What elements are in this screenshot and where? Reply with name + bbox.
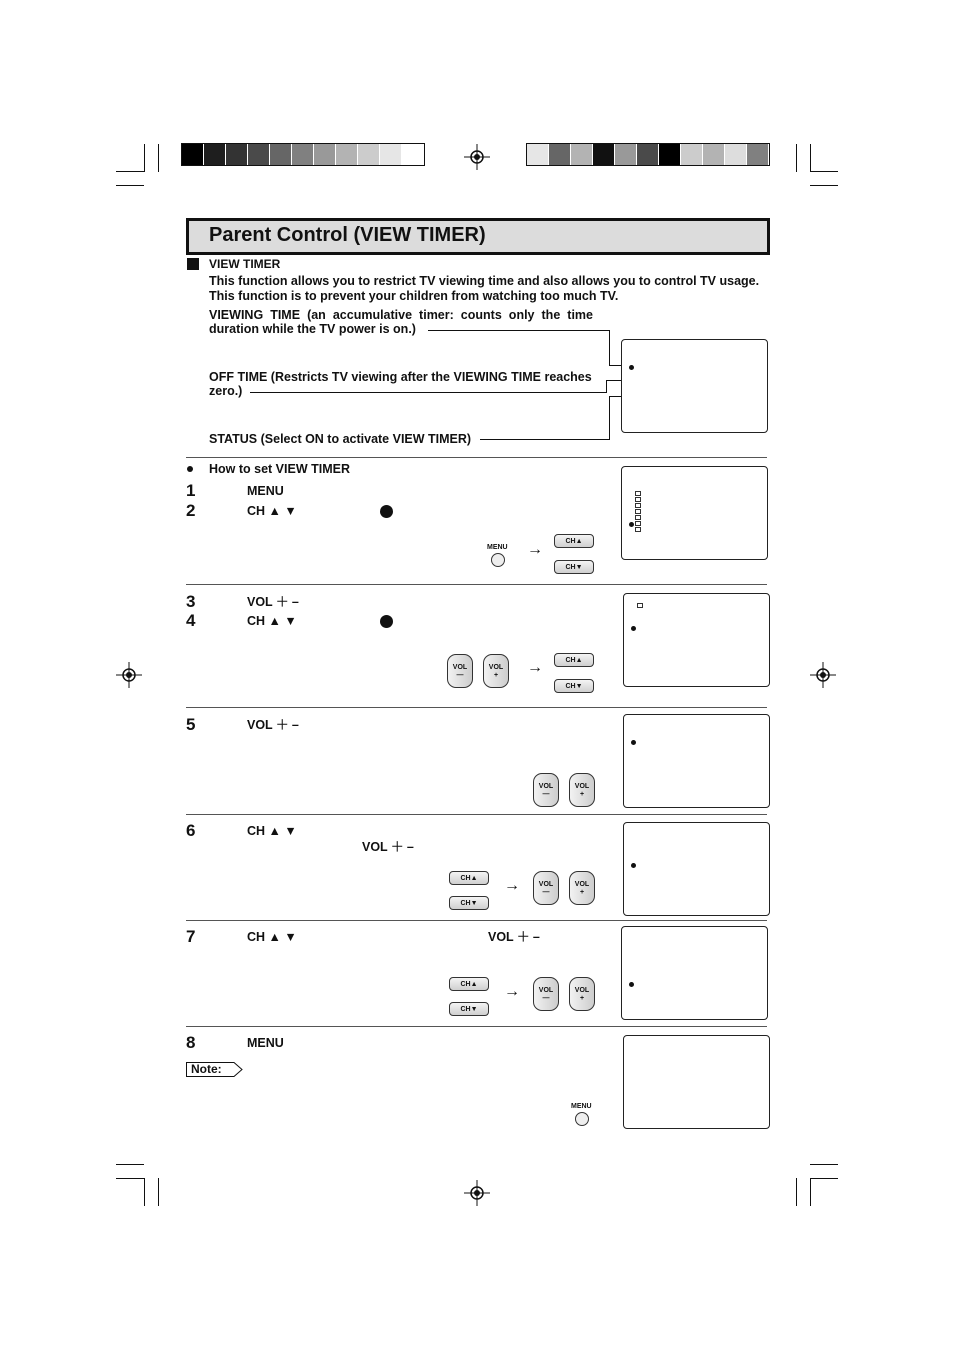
- crop-mark: [158, 1178, 159, 1206]
- calibration-swatch: [380, 144, 402, 165]
- ch-up-button[interactable]: CH▲: [554, 653, 594, 667]
- menu-item-icon: [635, 497, 641, 502]
- menu-item-icon: [637, 603, 643, 608]
- vol-minus-button[interactable]: VOL —: [533, 773, 559, 807]
- step-label: CH ▲ ▼: [247, 930, 297, 944]
- divider: [186, 584, 767, 585]
- leader-line: [250, 392, 607, 393]
- divider: [186, 1026, 767, 1027]
- crop-mark: [810, 185, 838, 186]
- calibration-swatch: [226, 144, 248, 165]
- calibration-swatch: [182, 144, 204, 165]
- howto-heading: How to set VIEW TIMER: [209, 462, 350, 476]
- menu-item-icon: [635, 515, 641, 520]
- step-number: 2: [186, 501, 196, 520]
- menu-item-icon: [635, 509, 641, 514]
- crop-mark: [144, 144, 145, 172]
- step-number: 4: [186, 611, 196, 630]
- ch-down-button[interactable]: CH▼: [554, 679, 594, 693]
- menu-item-icon: [635, 521, 641, 526]
- tv-screen-step-2: [621, 466, 768, 560]
- status-label: STATUS (Select ON to activate VIEW TIMER): [209, 432, 472, 446]
- cursor-dot-icon: [631, 740, 636, 745]
- divider: [186, 707, 767, 708]
- selector-dot-icon: [380, 615, 393, 628]
- menu-item-icon: [635, 503, 641, 508]
- calibration-swatch: [336, 144, 358, 165]
- crop-mark: [810, 1178, 811, 1206]
- step-label: MENU: [247, 484, 284, 498]
- leader-line: [428, 330, 610, 331]
- tv-screen-step-4: [623, 593, 770, 687]
- crop-mark: [116, 185, 144, 186]
- calibration-swatch: [270, 144, 292, 165]
- page-title-box: [186, 218, 770, 255]
- leader-line: [480, 439, 610, 440]
- crop-mark: [158, 144, 159, 172]
- step-number: 3: [186, 592, 196, 611]
- cursor-dot-icon: [629, 982, 634, 987]
- menu-button-label: MENU: [487, 544, 508, 551]
- vol-plus-button[interactable]: VOL +: [483, 654, 509, 688]
- crop-mark: [810, 171, 838, 172]
- divider: [186, 920, 767, 921]
- calibration-swatch: [204, 144, 226, 165]
- menu-icon-column: [635, 491, 641, 532]
- step-label-secondary: VOL ＋ –: [362, 840, 414, 854]
- leader-line: [606, 380, 607, 393]
- crop-mark: [796, 1178, 797, 1206]
- leader-line: [609, 396, 610, 440]
- menu-item-icon: [635, 491, 641, 496]
- vol-minus-button[interactable]: VOL —: [533, 977, 559, 1011]
- vol-plus-button[interactable]: VOL +: [569, 871, 595, 905]
- calibration-bar-left: [181, 143, 425, 166]
- calibration-swatch: [593, 144, 615, 165]
- menu-button-label: MENU: [571, 1103, 592, 1110]
- ch-down-button[interactable]: CH▼: [554, 560, 594, 574]
- tv-screen-step-7: [621, 926, 768, 1020]
- crop-mark: [810, 1178, 838, 1179]
- arrow-icon: →: [527, 541, 543, 558]
- crop-mark: [810, 144, 811, 172]
- arrow-icon: →: [504, 877, 520, 894]
- registration-mark-icon: [464, 1180, 490, 1206]
- arrow-icon: →: [527, 659, 543, 676]
- step-label: CH ▲ ▼: [247, 614, 297, 628]
- ch-down-button[interactable]: CH▼: [449, 1002, 489, 1016]
- leader-line: [609, 330, 610, 365]
- calibration-swatch: [747, 144, 769, 165]
- bullet-icon: [187, 466, 193, 472]
- calibration-swatch: [681, 144, 703, 165]
- menu-button[interactable]: [575, 1112, 589, 1126]
- step-number: 5: [186, 715, 196, 734]
- tv-screen-preview: [621, 339, 768, 433]
- calibration-swatch: [549, 144, 571, 165]
- tv-screen-step-5: [623, 714, 770, 808]
- viewing-time-label-2: duration while the TV power is on.): [209, 322, 416, 336]
- ch-up-button[interactable]: CH▲: [449, 871, 489, 885]
- registration-mark-icon: [116, 662, 142, 688]
- crop-mark: [116, 1164, 144, 1165]
- cursor-dot-icon: [629, 365, 634, 370]
- step-label: CH ▲ ▼: [247, 824, 297, 838]
- note-label: Note:: [191, 1062, 222, 1076]
- calibration-swatch: [292, 144, 314, 165]
- vol-minus-button[interactable]: VOL —: [447, 654, 473, 688]
- off-time-label-1: OFF TIME (Restricts TV viewing after the VIEWING TIME reaches: [209, 370, 592, 384]
- registration-mark-icon: [464, 144, 490, 170]
- calibration-swatch: [637, 144, 659, 165]
- crop-mark: [144, 1178, 145, 1206]
- calibration-swatch: [725, 144, 747, 165]
- ch-up-button[interactable]: CH▲: [554, 534, 594, 548]
- intro-line-2: This function is to prevent your children from watching too much TV.: [209, 289, 619, 303]
- step-number: 6: [186, 821, 196, 840]
- calibration-swatch: [615, 144, 637, 165]
- calibration-swatch: [248, 144, 270, 165]
- step-label: VOL ＋ –: [247, 595, 299, 609]
- calibration-swatch: [402, 144, 424, 165]
- cursor-dot-icon: [629, 522, 634, 527]
- cursor-dot-icon: [631, 626, 636, 631]
- step-label: MENU: [247, 1036, 284, 1050]
- viewing-time-label-1: VIEWING TIME (an accumulative timer: counts only the time: [209, 308, 593, 322]
- menu-button[interactable]: [491, 553, 505, 567]
- tv-screen-step-6: [623, 822, 770, 916]
- step-label-secondary: VOL ＋ –: [488, 930, 540, 944]
- menu-item-icon: [635, 527, 641, 532]
- calibration-swatch: [358, 144, 380, 165]
- divider: [186, 457, 767, 458]
- crop-mark: [116, 1178, 144, 1179]
- section-marker-icon: [187, 258, 199, 270]
- intro-heading: VIEW TIMER: [209, 257, 281, 271]
- calibration-swatch: [703, 144, 725, 165]
- intro-line-1: This function allows you to restrict TV viewing time and also allows you to control TV usage.: [209, 274, 760, 288]
- crop-mark: [796, 144, 797, 172]
- arrow-icon: →: [504, 983, 520, 1000]
- cursor-dot-icon: [631, 863, 636, 868]
- ch-down-button[interactable]: CH▼: [449, 896, 489, 910]
- crop-mark: [810, 1164, 838, 1165]
- vol-minus-button[interactable]: VOL —: [533, 871, 559, 905]
- step-label: CH ▲ ▼: [247, 504, 297, 518]
- calibration-swatch: [527, 144, 549, 165]
- divider: [186, 814, 767, 815]
- step-number: 7: [186, 927, 196, 946]
- vol-plus-button[interactable]: VOL +: [569, 977, 595, 1011]
- step-label: VOL ＋ –: [247, 718, 299, 732]
- vol-plus-button[interactable]: VOL +: [569, 773, 595, 807]
- tv-screen-step-8: [623, 1035, 770, 1129]
- selector-dot-icon: [380, 505, 393, 518]
- step-number: 1: [186, 481, 196, 500]
- off-time-label-2: zero.): [209, 384, 243, 398]
- ch-up-button[interactable]: CH▲: [449, 977, 489, 991]
- calibration-swatch: [314, 144, 336, 165]
- calibration-bar-right: [526, 143, 770, 166]
- calibration-swatch: [659, 144, 681, 165]
- page-title: Parent Control (VIEW TIMER): [209, 224, 486, 246]
- crop-mark: [116, 171, 144, 172]
- registration-mark-icon: [810, 662, 836, 688]
- step-number: 8: [186, 1033, 196, 1052]
- calibration-swatch: [571, 144, 593, 165]
